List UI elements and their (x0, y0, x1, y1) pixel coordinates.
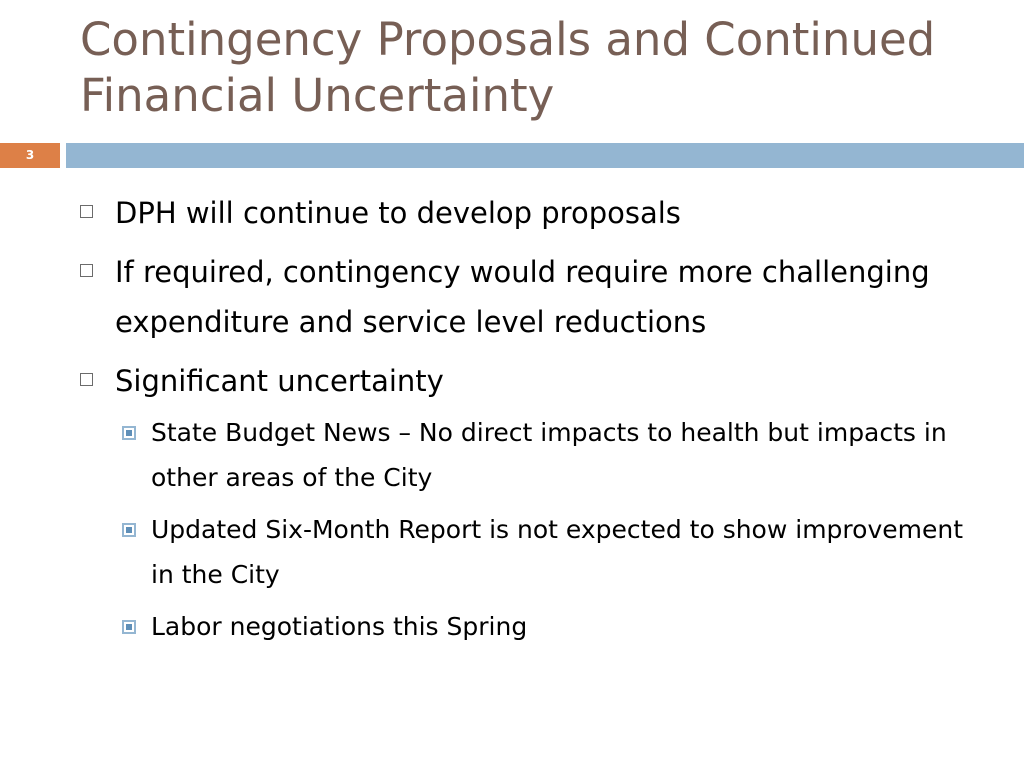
sub-bullet-item (120, 410, 990, 500)
sub-bullet-text: Updated Six-Month Report is not expected to show improvement in the City (151, 515, 963, 589)
bullet-text: If required, contingency would require more challenging expenditure and service level reductions (115, 255, 930, 339)
hollow-square-bullet-icon (80, 264, 93, 277)
filled-square-bullet-icon (122, 523, 136, 537)
filled-square-bullet-icon (122, 620, 136, 634)
bullet-item (80, 247, 990, 347)
sub-bullet-item (120, 604, 990, 649)
slide-number: 3 (0, 143, 60, 168)
hollow-square-bullet-icon (80, 205, 93, 218)
bullet-item (80, 356, 990, 406)
filled-square-bullet-icon (122, 426, 136, 440)
bullet-text: DPH will continue to develop proposals (115, 196, 681, 230)
title-rule (66, 143, 1024, 168)
hollow-square-bullet-icon (80, 373, 93, 386)
slide-content (80, 188, 990, 656)
bullet-text: Significant uncertainty (115, 364, 444, 398)
sub-bullet-text: State Budget News – No direct impacts to health but impacts in other areas of the City (151, 418, 947, 492)
sub-bullet-item (120, 507, 990, 597)
slide-title: Contingency Proposals and Continued Financial Uncertainty (80, 13, 936, 122)
bullet-item (80, 188, 990, 238)
sub-bullet-text: Labor negotiations this Spring (151, 612, 528, 641)
